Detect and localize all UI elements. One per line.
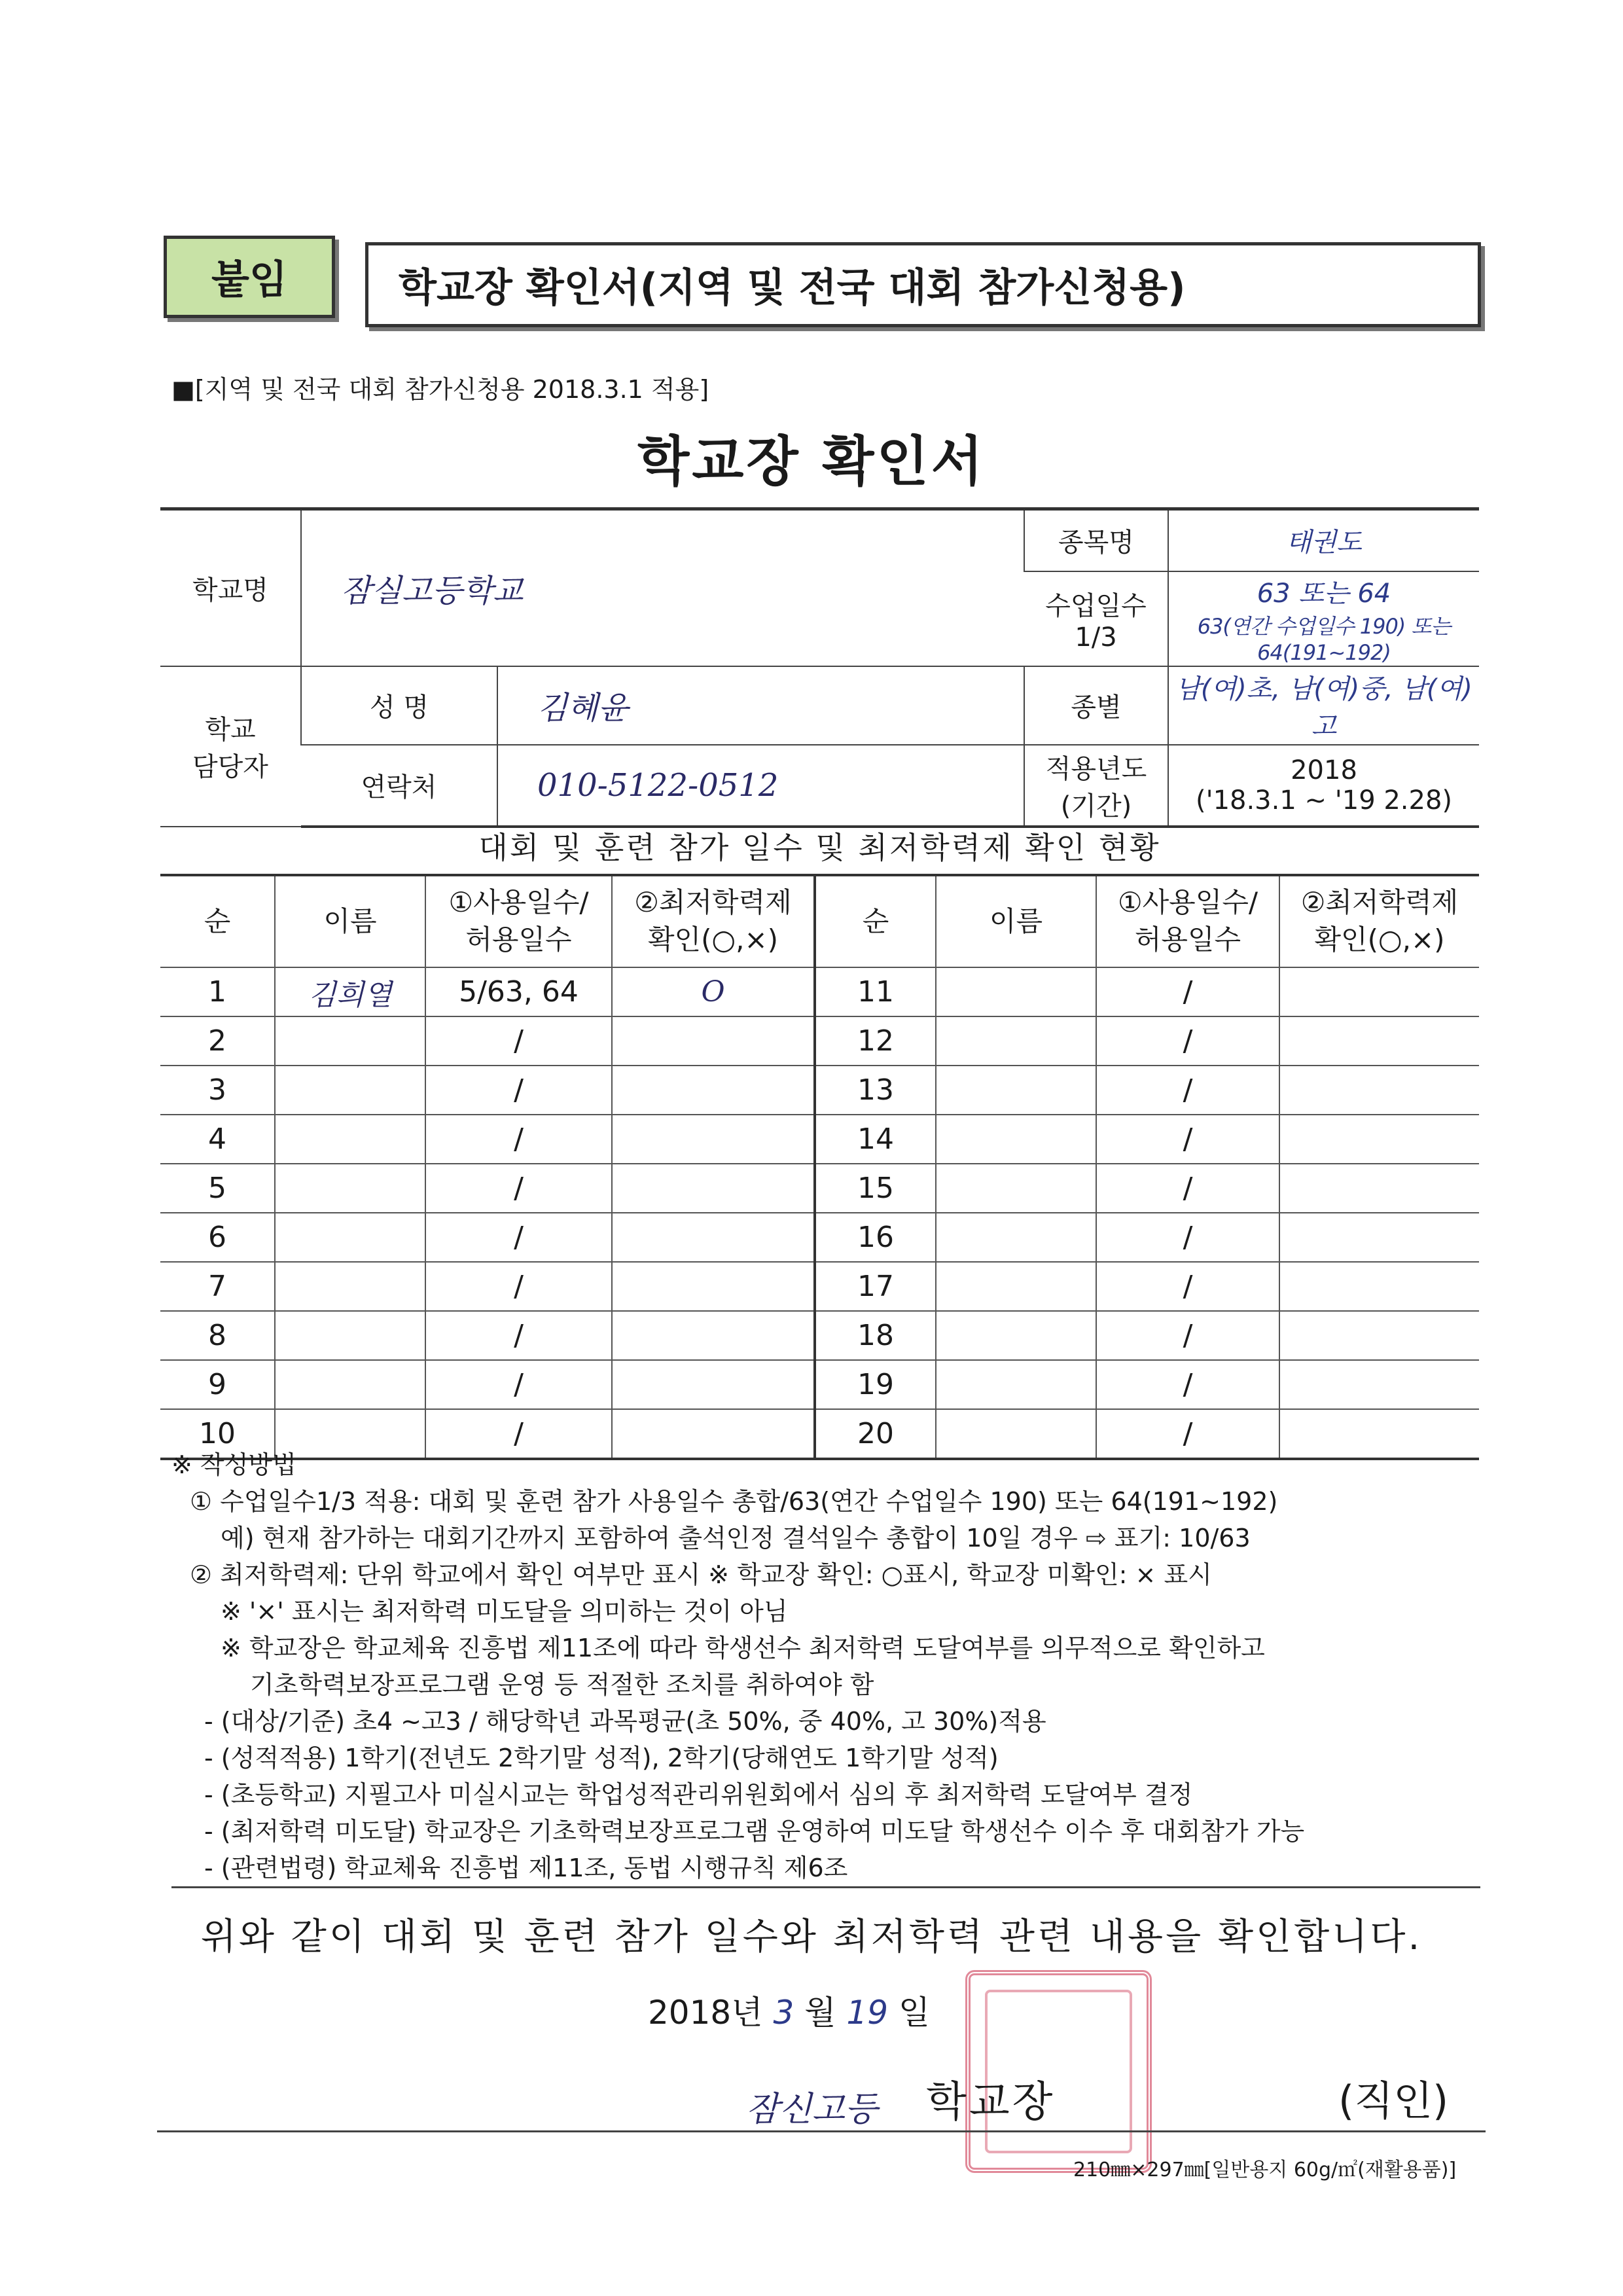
attachment-tag: 붙임 (164, 236, 335, 318)
table-row (160, 1016, 1479, 1066)
manager-label: 학교 담당자 (160, 666, 301, 827)
table-row (160, 1115, 1479, 1164)
category-value: 남(여)초, 남(여)중, 남(여)고 (1168, 666, 1479, 745)
date-month-unit: 월 (804, 1994, 836, 2032)
col-no-2: 순 (815, 876, 936, 967)
col-name: 이름 (275, 876, 425, 967)
row-no-2: 13 (815, 1066, 936, 1115)
detail-2: - (성적적용) 1학기(전년도 2학기말 성적), 2학기(당해연도 1학기말 성적) (204, 1744, 999, 1772)
detail-3: - (초등학교) 지필고사 미실시교는 학업성적관리위원회에서 심의 후 최저학력 도달여부 결정 (204, 1780, 1193, 1809)
document-box-title: 학교장 확인서(지역 및 전국 대회 참가신청용) (365, 242, 1481, 327)
row-days-2: / (1096, 1066, 1279, 1115)
table-row (160, 967, 1479, 1016)
row-name-2 (936, 1164, 1096, 1213)
row-check-2 (1279, 1016, 1479, 1066)
row-check-2 (1279, 1115, 1479, 1164)
sport-value: 태권도 (1168, 509, 1479, 571)
row-days-2: / (1096, 1213, 1279, 1262)
row-days: 5/63, 64 (425, 967, 612, 1016)
row-days: / (425, 1164, 612, 1213)
date-day: 19 (846, 1994, 889, 2032)
row-check (612, 1262, 815, 1311)
instructions (171, 1446, 1480, 1888)
row-check (612, 1360, 815, 1409)
row-days: / (425, 1115, 612, 1164)
year-value: 2018 ('18.3.1 ~ '19 2.28) (1168, 745, 1479, 827)
row-name (275, 1164, 425, 1213)
row-check-2 (1279, 1066, 1479, 1115)
row-no: 4 (160, 1115, 275, 1164)
form-subheading: ■[지역 및 전국 대회 참가신청용 2018.3.1 적용] (171, 375, 709, 404)
col-days-2: ①사용일수/ 허용일수 (1096, 876, 1279, 967)
row-check-2 (1279, 1164, 1479, 1213)
row-name (275, 1016, 425, 1066)
row-name (275, 1360, 425, 1409)
row-no-2: 17 (815, 1262, 936, 1311)
section-title: 대회 및 훈련 참가 일수 및 최저학력제 확인 현황 (160, 821, 1479, 876)
manager-name-label: 성 명 (301, 666, 497, 745)
row-no: 2 (160, 1016, 275, 1066)
note-2b: ※ '×' 표시는 최저학력 미도달을 의미하는 것이 아님 (221, 1597, 788, 1626)
year-label: 적용년도 (기간) (1024, 745, 1168, 827)
seal-label: (직인) (1338, 2077, 1449, 2125)
manager-name-value: 김혜윤 (497, 666, 1024, 745)
col-days: ①사용일수/ 허용일수 (425, 876, 612, 967)
class-days-label: 수업일수 1/3 (1024, 571, 1168, 666)
sport-label: 종목명 (1024, 509, 1168, 571)
row-name-2 (936, 1115, 1096, 1164)
row-days-2: / (1096, 1360, 1279, 1409)
contact-value: 010-5122-0512 (497, 745, 1024, 827)
date-month: 3 (773, 1994, 794, 2032)
row-name-2 (936, 1360, 1096, 1409)
table-row (160, 1262, 1479, 1311)
row-check: O (612, 967, 815, 1016)
school-signature: 잠신고등 (746, 2090, 878, 2129)
row-name (275, 1115, 425, 1164)
row-name-2 (936, 1016, 1096, 1066)
row-check (612, 1016, 815, 1066)
row-no-2: 16 (815, 1213, 936, 1262)
page-title: 학교장 확인서 (637, 431, 986, 493)
date-year: 2018년 (648, 1994, 763, 2032)
participation-table (160, 876, 1479, 1460)
row-days-2: / (1096, 1115, 1279, 1164)
row-name-2 (936, 967, 1096, 1016)
row-check (612, 1213, 815, 1262)
row-no: 1 (160, 967, 275, 1016)
row-check-2 (1279, 1213, 1479, 1262)
row-name-2 (936, 1066, 1096, 1115)
row-name-2 (936, 1311, 1096, 1360)
col-no: 순 (160, 876, 275, 967)
confirmation-statement: 위와 같이 대회 및 훈련 참가 일수와 최저학력 관련 내용을 확인합니다. (200, 1916, 1423, 1958)
table-row (160, 1360, 1479, 1409)
row-days-2: / (1096, 1311, 1279, 1360)
note-2c: ※ 학교장은 학교체육 진흥법 제11조에 따라 학생선수 최저학력 도달여부를 의무적으로 확인하고 (221, 1634, 1265, 1662)
note-1a: ① 수업일수1/3 적용: 대회 및 훈련 참가 사용일수 총합/63(연간 수업일수 190) 또는 64(191~192) (190, 1487, 1278, 1516)
row-check-2 (1279, 1360, 1479, 1409)
row-no-2: 11 (815, 967, 936, 1016)
table-row (160, 1213, 1479, 1262)
class-days-value: 63 또는 64 63(연간 수업일수 190) 또는 64(191~192) (1168, 571, 1479, 666)
instructions-heading: ※ 작성방법 (171, 1450, 296, 1479)
row-no: 6 (160, 1213, 275, 1262)
row-no: 5 (160, 1164, 275, 1213)
school-name-label: 학교명 (160, 509, 301, 666)
row-check (612, 1311, 815, 1360)
row-name (275, 1311, 425, 1360)
row-no: 3 (160, 1066, 275, 1115)
row-check (612, 1066, 815, 1115)
notes-divider (171, 1886, 1480, 1888)
row-no: 8 (160, 1311, 275, 1360)
row-days: / (425, 1066, 612, 1115)
col-check: ②최저학력제 확인(○,×) (612, 876, 815, 967)
school-name-value: 잠실고등학교 (301, 509, 1024, 666)
row-days: / (425, 1016, 612, 1066)
row-check (612, 1164, 815, 1213)
contact-label: 연락처 (301, 745, 497, 827)
row-days-2: / (1096, 1409, 1279, 1459)
row-days: / (425, 1311, 612, 1360)
row-no: 9 (160, 1360, 275, 1409)
table-row (160, 1164, 1479, 1213)
row-name (275, 1213, 425, 1262)
date-line (648, 1986, 930, 2034)
row-no-2: 12 (815, 1016, 936, 1066)
note-2d: 기초학력보장프로그램 운영 등 적절한 조치를 취하여야 함 (250, 1670, 874, 1699)
school-info-table (160, 507, 1479, 828)
detail-5: - (관련법령) 학교체육 진흥법 제11조, 동법 시행규칙 제6조 (204, 1854, 848, 1882)
note-1b: 예) 현재 참가하는 대회기간까지 포함하여 출석인정 결석일수 총합이 10일 경우 ⇨ 표기: 10/63 (221, 1524, 1251, 1552)
row-days-2: / (1096, 1262, 1279, 1311)
row-name (275, 1066, 425, 1115)
row-check (612, 1115, 815, 1164)
table-row (160, 1066, 1479, 1115)
col-name-2: 이름 (936, 876, 1096, 967)
category-label: 종별 (1024, 666, 1168, 745)
row-days-2: / (1096, 967, 1279, 1016)
col-check-2: ②최저학력제 확인(○,×) (1279, 876, 1479, 967)
row-days: / (425, 1360, 612, 1409)
row-days: / (425, 1409, 612, 1459)
row-name-2 (936, 1262, 1096, 1311)
row-days: / (425, 1213, 612, 1262)
detail-4: - (최저학력 미도달) 학교장은 기초학력보장프로그램 운영하여 미도달 학생선수 이수 후 대회참가 가능 (204, 1817, 1305, 1846)
table-row (160, 1311, 1479, 1360)
row-name (275, 1262, 425, 1311)
bottom-divider (157, 2130, 1486, 2132)
row-no: 7 (160, 1262, 275, 1311)
row-days-2: / (1096, 1164, 1279, 1213)
row-no-2: 18 (815, 1311, 936, 1360)
row-no-2: 15 (815, 1164, 936, 1213)
principal-label: 학교장 (926, 2078, 1056, 2126)
paper-spec-footer: 210㎜×297㎜[일반용지 60g/㎡(재활용품)] (1073, 2159, 1457, 2181)
row-days: / (425, 1262, 612, 1311)
note-2a: ② 최저학력제: 단위 학교에서 확인 여부만 표시 ※ 학교장 확인: ○표시, 학교장 미확인: × 표시 (190, 1560, 1212, 1589)
row-name-2 (936, 1213, 1096, 1262)
row-no-2: 20 (815, 1409, 936, 1459)
row-no: 10 (160, 1409, 275, 1459)
detail-1: - (대상/기준) 초4 ~고3 / 해당학년 과목평균(초 50%, 중 40%, 고 30%)적용 (204, 1707, 1046, 1736)
row-check-2 (1279, 1311, 1479, 1360)
row-no-2: 14 (815, 1115, 936, 1164)
row-check-2 (1279, 1262, 1479, 1311)
row-check-2 (1279, 967, 1479, 1016)
row-days-2: / (1096, 1016, 1279, 1066)
date-day-unit: 일 (898, 1994, 931, 2032)
row-name: 김희열 (275, 967, 425, 1016)
row-no-2: 19 (815, 1360, 936, 1409)
